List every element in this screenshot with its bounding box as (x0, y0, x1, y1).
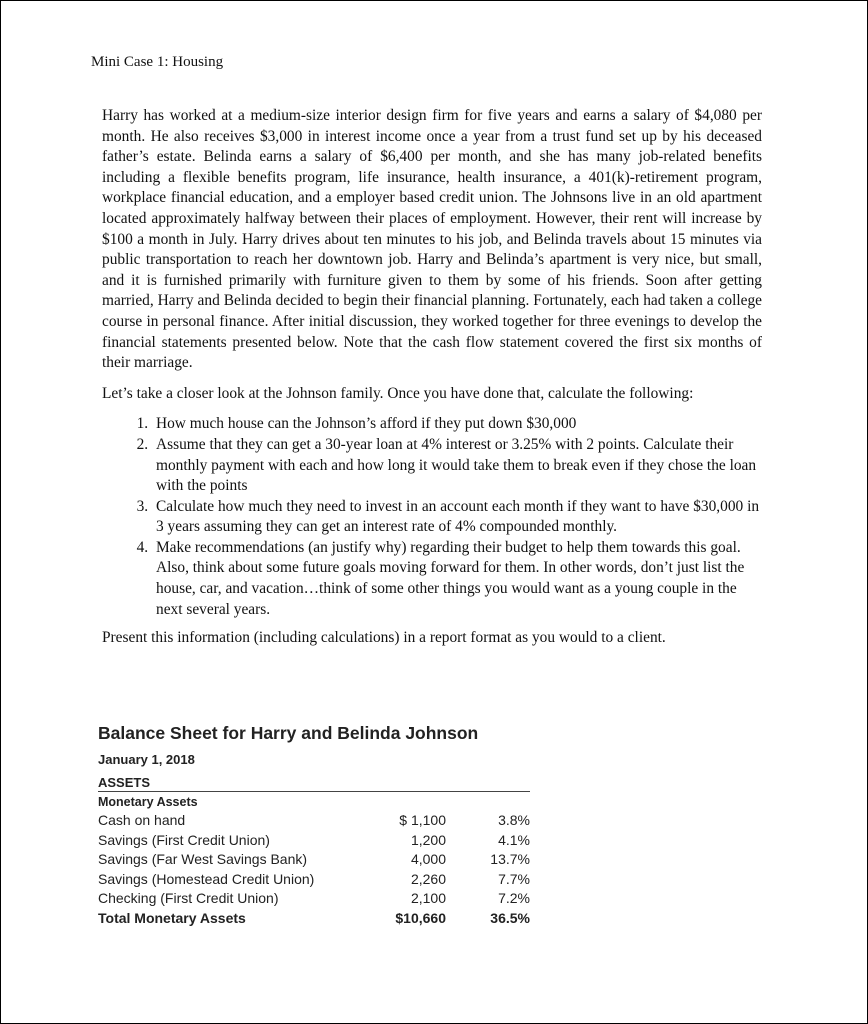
question-item: 4. Make recommendations (an justify why) regarding their budget to help them towards this goal. Also, think about some future goals moving forward for them. In other words, don’t just list the house, car, and vacation…think of some other things you would want as a young couple in the next several years. (152, 538, 762, 620)
question-item: 2. Assume that they can get a 30-year loan at 4% interest or 3.25% with 2 points. Calculate their monthly payment with each and how long it would take them to break even if they chose the loan with the points (152, 435, 762, 497)
table-row (98, 870, 530, 890)
row-label: Savings (Far West Savings Bank) (98, 851, 308, 867)
table-row (98, 850, 530, 870)
monetary-assets-heading: Monetary Assets (98, 795, 198, 809)
row-amount: $ 1,100 (399, 812, 446, 828)
case-body (102, 106, 762, 659)
row-percent: 7.2% (498, 890, 530, 906)
total-amount: $10,660 (395, 909, 446, 926)
row-amount: 2,260 (410, 870, 446, 887)
row-percent: 13.7% (490, 851, 530, 867)
total-row (98, 909, 530, 929)
balance-sheet-date: January 1, 2018 (98, 752, 195, 767)
case-header: Mini Case 1: Housing (91, 54, 224, 70)
row-amount: 4,000 (410, 851, 446, 867)
row-label: Cash on hand (98, 812, 186, 828)
row-label: Savings (First Credit Union) (98, 831, 270, 848)
table-row (98, 811, 530, 831)
question-item: 1. How much house can the Johnson’s afford if they put down $30,000 (152, 414, 762, 435)
assets-heading: ASSETS (98, 775, 530, 792)
row-percent: 7.7% (498, 870, 530, 887)
lead-paragraph: Let’s take a closer look at the Johnson family. Once you have done that, calculate the following: (102, 384, 694, 402)
table-row (98, 889, 530, 909)
intro-paragraph: Harry has worked at a medium-size interior design firm for five years and earns a salary of $4,080 per month. He also receives $3,000 in interest income once a year from a trust fund set up by his deceased father’s estate. Belinda earns a salary of $6,400 per month, and she has many job-related benefits including a flexible benefits program, life insurance, health insurance, a 401(k)-retirement program, workplace financial education, and a employer based credit union. The Johnsons live in an old apartment located approximately halfway between their places of employment. However, their rent will increase by $100 a month in July. Harry drives about ten minutes to his job, and Belinda travels about 15 minutes via public transportation to reach her downtown job. Harry and Belinda’s apartment is very nice, but small, and it is furnished primarily with furniture given to them by some of his friends. Soon after getting married, Harry and Belinda decided to begin their financial planning. Fortunately, each had taken a college course in personal finance. After initial discussion, they worked together for three evenings to develop the financial statements presented below. Note that the cash flow statement covered the first six months of their marriage. (102, 107, 762, 372)
table-row (98, 831, 530, 851)
present-instruction: Present this information (including calculations) in a report format as you would to a client. (102, 629, 666, 647)
total-label: Total Monetary Assets (98, 909, 246, 926)
balance-sheet (98, 723, 538, 928)
row-amount: 2,100 (410, 890, 446, 906)
row-percent: 4.1% (498, 831, 530, 848)
assets-table (98, 811, 530, 928)
balance-sheet-title: Balance Sheet for Harry and Belinda Johnson (98, 723, 479, 743)
question-list (102, 414, 762, 620)
row-amount: 1,200 (410, 831, 446, 848)
row-label: Checking (First Credit Union) (98, 890, 279, 906)
row-percent: 3.8% (498, 812, 530, 828)
total-percent: 36.5% (490, 909, 530, 926)
row-label: Savings (Homestead Credit Union) (98, 870, 315, 887)
question-item: 3. Calculate how much they need to invest in an account each month if they want to have $30,000 in 3 years assuming they can get an interest rate of 4% compounded monthly. (152, 497, 762, 538)
